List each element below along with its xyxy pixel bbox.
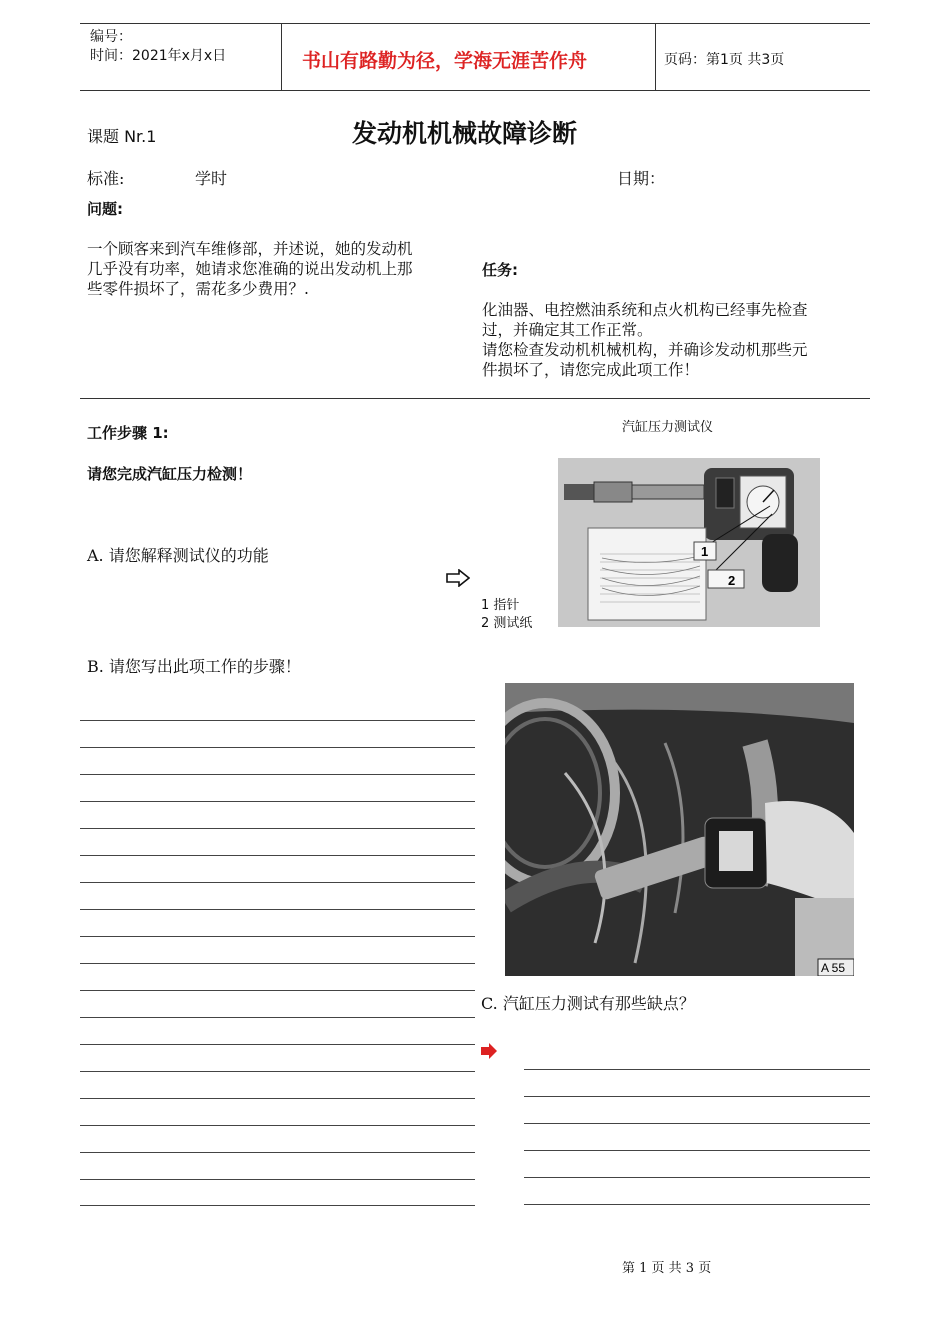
answer-line[interactable] bbox=[80, 1125, 475, 1126]
photo-tag: A 55 bbox=[821, 961, 846, 975]
problem-line: 些零件损坏了，需花多少费用？. bbox=[87, 280, 309, 298]
problem-line: 一个顾客来到汽车维修部，并述说，她的发动机 bbox=[87, 240, 413, 258]
task-line: 化油器、电控燃油系统和点火机构已经事先检查 bbox=[482, 301, 808, 319]
answer-line[interactable] bbox=[80, 1152, 475, 1153]
lesson-topic: 课题 Nr.1 bbox=[87, 127, 157, 146]
answer-line[interactable] bbox=[524, 1096, 870, 1097]
answer-line[interactable] bbox=[524, 1177, 870, 1178]
answer-line[interactable] bbox=[80, 882, 475, 883]
step1-instruction: 请您完成汽缸压力检测！ bbox=[87, 465, 253, 483]
question-a: A. 请您解释测试仪的功能 bbox=[87, 546, 269, 565]
answer-line[interactable] bbox=[80, 720, 475, 721]
section-divider bbox=[80, 398, 870, 399]
header-bottom-rule bbox=[80, 90, 870, 91]
question-c: C. 汽缸压力测试有那些缺点？ bbox=[481, 994, 695, 1013]
header-top-rule bbox=[80, 23, 870, 24]
answer-line[interactable] bbox=[80, 1179, 475, 1180]
answer-line[interactable] bbox=[80, 990, 475, 991]
step1-heading: 工作步骤 1: bbox=[87, 424, 169, 442]
right-arrow-outline-icon bbox=[446, 569, 470, 587]
answer-line[interactable] bbox=[80, 909, 475, 910]
engine-test-photo bbox=[505, 683, 854, 976]
header-divider-left bbox=[281, 23, 282, 90]
figure1-caption: 汽缸压力测试仪 bbox=[622, 420, 714, 435]
footer-page-number: 第 1 页 共 3 页 bbox=[622, 1261, 712, 1276]
answer-line[interactable] bbox=[80, 828, 475, 829]
header-page-info: 页码：第1页 共3页 bbox=[664, 52, 785, 68]
answer-line[interactable] bbox=[80, 936, 475, 937]
answer-line[interactable] bbox=[524, 1150, 870, 1151]
figure1-legend bbox=[481, 597, 532, 633]
answer-line[interactable] bbox=[80, 774, 475, 775]
right-arrow-red-icon bbox=[480, 1043, 498, 1059]
header-motto: 书山有路勤为径，学海无涯苦作舟 bbox=[302, 50, 588, 72]
callout-2: 2 bbox=[728, 573, 736, 588]
lesson-title: 发动机机械故障诊断 bbox=[352, 119, 578, 148]
document-date-line: 时间：2021年x月x日 bbox=[90, 48, 227, 64]
lesson-standard: 标准: bbox=[87, 169, 125, 188]
lesson-date: 日期： bbox=[617, 169, 666, 188]
task-line: 过，并确定其工作正常。 bbox=[482, 321, 653, 339]
task-heading: 任务: bbox=[482, 261, 518, 279]
answer-line[interactable] bbox=[80, 1017, 475, 1018]
answer-line[interactable] bbox=[80, 1071, 475, 1072]
document-number-label: 编号： bbox=[90, 29, 132, 45]
problem-text bbox=[87, 239, 467, 299]
answer-line[interactable] bbox=[80, 1098, 475, 1099]
header-divider-right bbox=[655, 23, 656, 90]
answer-line[interactable] bbox=[524, 1204, 870, 1205]
answer-line[interactable] bbox=[80, 1044, 475, 1045]
answer-line[interactable] bbox=[524, 1069, 870, 1070]
task-line: 件损坏了，请您完成此项工作！ bbox=[482, 361, 700, 379]
answer-line[interactable] bbox=[524, 1123, 870, 1124]
legend-test-paper: 2 测试纸 bbox=[481, 616, 533, 631]
legend-pointer: 1 指针 bbox=[481, 598, 520, 613]
lesson-hours: 学时 bbox=[195, 169, 228, 188]
problem-heading: 问题: bbox=[87, 200, 123, 218]
answer-line[interactable] bbox=[80, 963, 475, 964]
answer-line[interactable] bbox=[80, 801, 475, 802]
task-line: 请您检查发动机机械机构，并确诊发动机那些元 bbox=[482, 341, 808, 359]
compression-tester-photo bbox=[558, 458, 820, 627]
answer-line[interactable] bbox=[80, 1205, 475, 1206]
problem-line: 几乎没有功率，她请求您准确的说出发动机上那 bbox=[87, 260, 413, 278]
answer-line[interactable] bbox=[80, 855, 475, 856]
task-text bbox=[482, 300, 867, 380]
callout-1: 1 bbox=[701, 544, 709, 559]
answer-line[interactable] bbox=[80, 747, 475, 748]
question-b: B. 请您写出此项工作的步骤！ bbox=[87, 657, 301, 676]
